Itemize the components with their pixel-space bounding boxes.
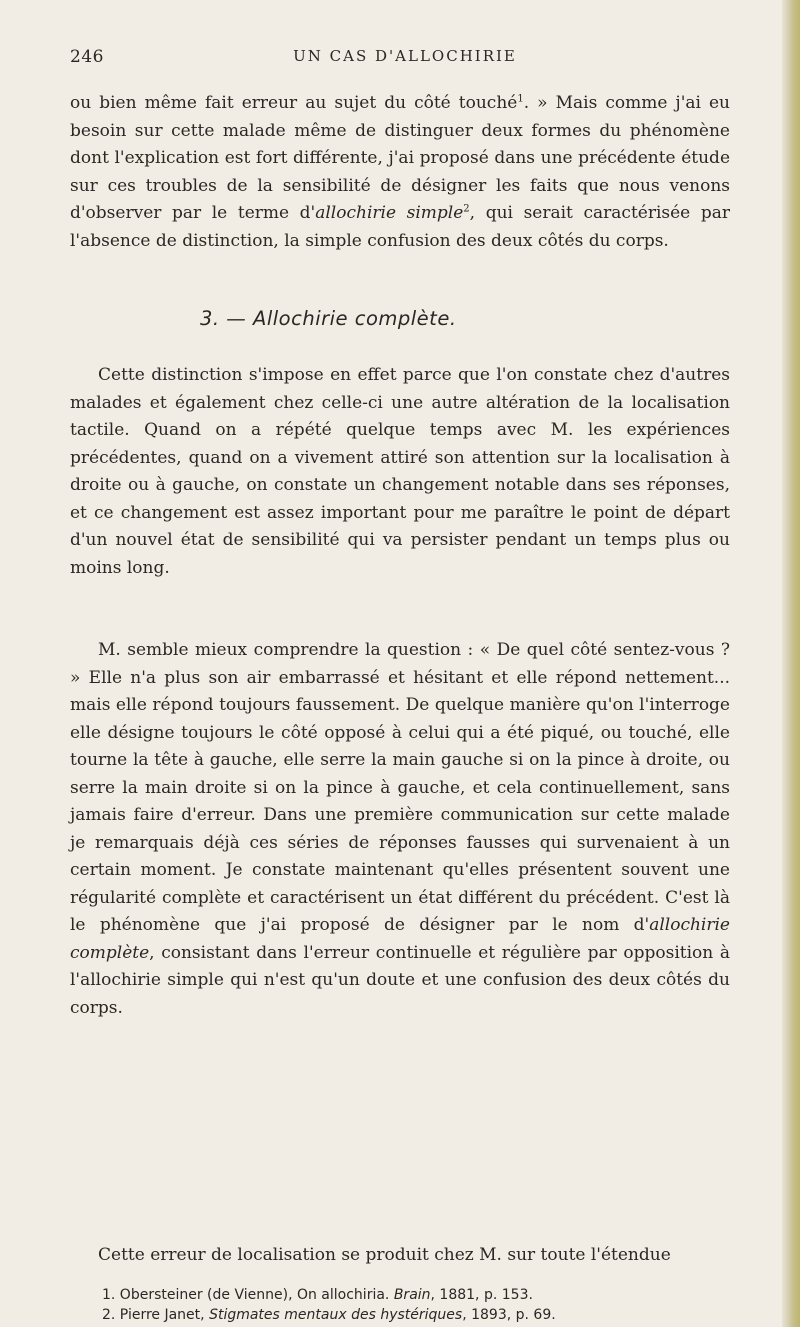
page-number: 246 (70, 47, 104, 67)
running-head: UN CAS D'ALLOCHIRIE (293, 47, 517, 65)
paragraph-3-text-b: , consistant dans l'erreur continuelle et régulière par opposition à l'allochirie simple qui n'est qu'un doute et une confusion des deux côtés du corps. (70, 942, 730, 1018)
footnotes (102, 1285, 752, 1325)
term-allochirie-complete: allochirie complète (70, 915, 730, 963)
footnote-1-title: Brain (393, 1287, 431, 1303)
paragraph-1 (70, 90, 730, 255)
footnote-ref-2: 2 (463, 203, 470, 215)
paragraph-1-text-b: . » Mais comme j'ai eu besoin sur cette malade même de distinguer deux formes du phénomène dont l'explication est fort différente, j'ai proposé dans une précédente étude sur ces troubles de la sensibilité de désigner les faits que nous venons d'observer par le terme d' (70, 93, 730, 223)
section-title: 3. — Allochirie complète. (200, 307, 457, 330)
page-header (70, 47, 730, 75)
book-binding-edge (782, 0, 800, 1327)
paragraph-1-text-c: , qui serait caractérisée par l'absence de distinction, la simple confusion des deux côtés du corps. (70, 203, 730, 251)
paragraph-1-text-a: ou bien même fait erreur au sujet du côté touché (70, 93, 518, 113)
footnote-2-title: Stigmates mentaux des hystériques (209, 1307, 463, 1323)
footnote-ref-1: 1 (517, 93, 524, 105)
paragraph-2: Cette distinction s'impose en effet parce que l'on constate chez d'autres malades et également chez celle-ci une autre altération de la localisation tactile. Quand on a répété quelque temps avec M. les expériences précédentes, quand on a vivement attiré son attention sur la localisation à droite ou à gauche, on constate un changement notable dans ses réponses, et ce changement est assez important pour me paraître le point de départ d'un nouvel état de sensibilité qui va persister pendant un temps plus ou moins long. (70, 365, 730, 578)
footnote-1: 1. Obersteiner (de Vienne), On allochiria. Brain, 1881, p. 153. (102, 1287, 533, 1303)
paragraph-3-text-a: M. semble mieux comprendre la question : « De quel côté sentez-vous ? » Elle n'a plus son air embarrassé et hésitant et elle répond nettement... mais elle répond toujours faussement. De quelque manière qu'on l'interroge elle désigne toujours le côté opposé à celui qui a été piqué, ou touché, elle tourne la tête à gauche, elle serre la main gauche si on la pince à droite, ou serre la main droite si on la pince à gauche, et cela continuellement, sans jamais faire d'erreur. Dans une première communication sur cette malade je remarquais déjà ces séries de réponses fausses qui survenaient à un certain moment. Je constate maintenant qu'elles présentent souvent une régularité complète et caractérisent un état différent du précédent. C'est là le phénomène que j'ai proposé de désigner par le nom d' (70, 640, 730, 935)
term-allochirie-simple: allochirie simple (315, 203, 464, 223)
paragraph-3 (70, 637, 730, 1022)
footnote-2: 2. Pierre Janet, Stigmates mentaux des hystériques, 1893, p. 69. (102, 1307, 556, 1323)
paragraph-4: Cette erreur de localisation se produit chez M. sur toute l'étendue (98, 1245, 671, 1265)
